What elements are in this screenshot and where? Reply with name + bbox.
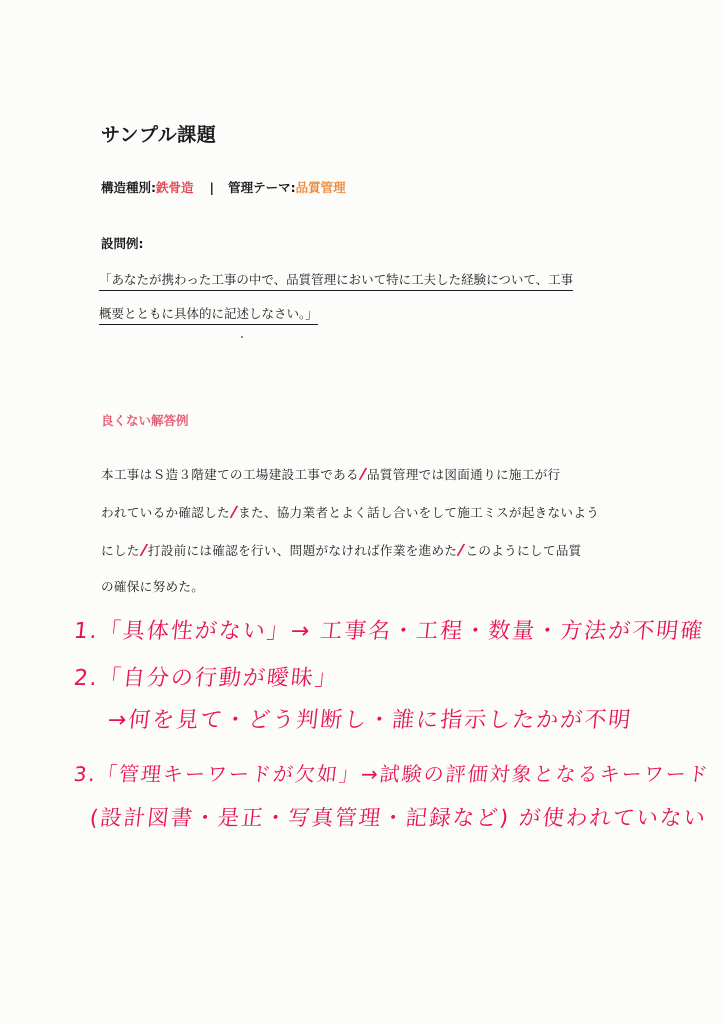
answer-line-2 <box>101 502 599 521</box>
scan-speck <box>241 336 243 338</box>
page-title: サンプル課題 <box>101 124 217 146</box>
handwritten-note-1: 1.「具体性がない」→ 工事名・工程・数量・方法が不明確 <box>72 619 706 644</box>
correction-slash-mark: / <box>358 463 369 484</box>
answer-text: 打設前には確認を行い、問題がなければ作業を進めた <box>147 543 458 558</box>
answer-text: このようにして品質 <box>465 543 582 558</box>
answer-line-3 <box>101 540 582 559</box>
answer-text: 品質管理では図面通りに施工が行 <box>367 467 561 482</box>
handwritten-note-3: 3.「管理キーワードが欠如」→試験の評価対象となるキーワード <box>72 762 711 786</box>
meta-separator: | <box>209 180 215 195</box>
bad-example-label: 良くない解答例 <box>101 413 189 428</box>
question-label: 設問例: <box>101 236 144 251</box>
handwritten-note-3-detail: (設計図書・是正・写真管理・記録など) が使われていない <box>88 806 709 831</box>
answer-line-4: の確保に努めた。 <box>101 579 205 594</box>
meta-line <box>101 178 346 196</box>
structure-label: 構造種別: <box>101 180 156 195</box>
question-line-1: 「あなたが携わった工事の中で、品質管理において特に工夫した経験について、工事 <box>99 270 573 291</box>
answer-text: また、協力業者とよく話し合いをして施工ミスが起きないよう <box>238 505 600 520</box>
correction-slash-mark: / <box>138 539 149 560</box>
handwritten-note-2: 2.「自分の行動が曖昧」 <box>72 666 341 691</box>
structure-value: 鉄骨造 <box>156 180 194 195</box>
answer-text: 本工事はＳ造３階建ての工場建設工事である <box>101 467 359 482</box>
question-line-2: 概要とともに具体的に記述しなさい。」 <box>99 304 318 325</box>
theme-label: 管理テーマ: <box>228 180 296 195</box>
answer-text: にした <box>101 543 140 558</box>
correction-slash-mark: / <box>229 501 240 522</box>
handwritten-note-2-detail: →何を見て・どう判断し・誰に指示したかが不明 <box>106 708 634 733</box>
theme-value: 品質管理 <box>295 180 346 195</box>
correction-slash-mark: / <box>456 539 467 560</box>
answer-text: われているか確認した <box>101 505 230 520</box>
answer-line-1 <box>101 464 560 483</box>
